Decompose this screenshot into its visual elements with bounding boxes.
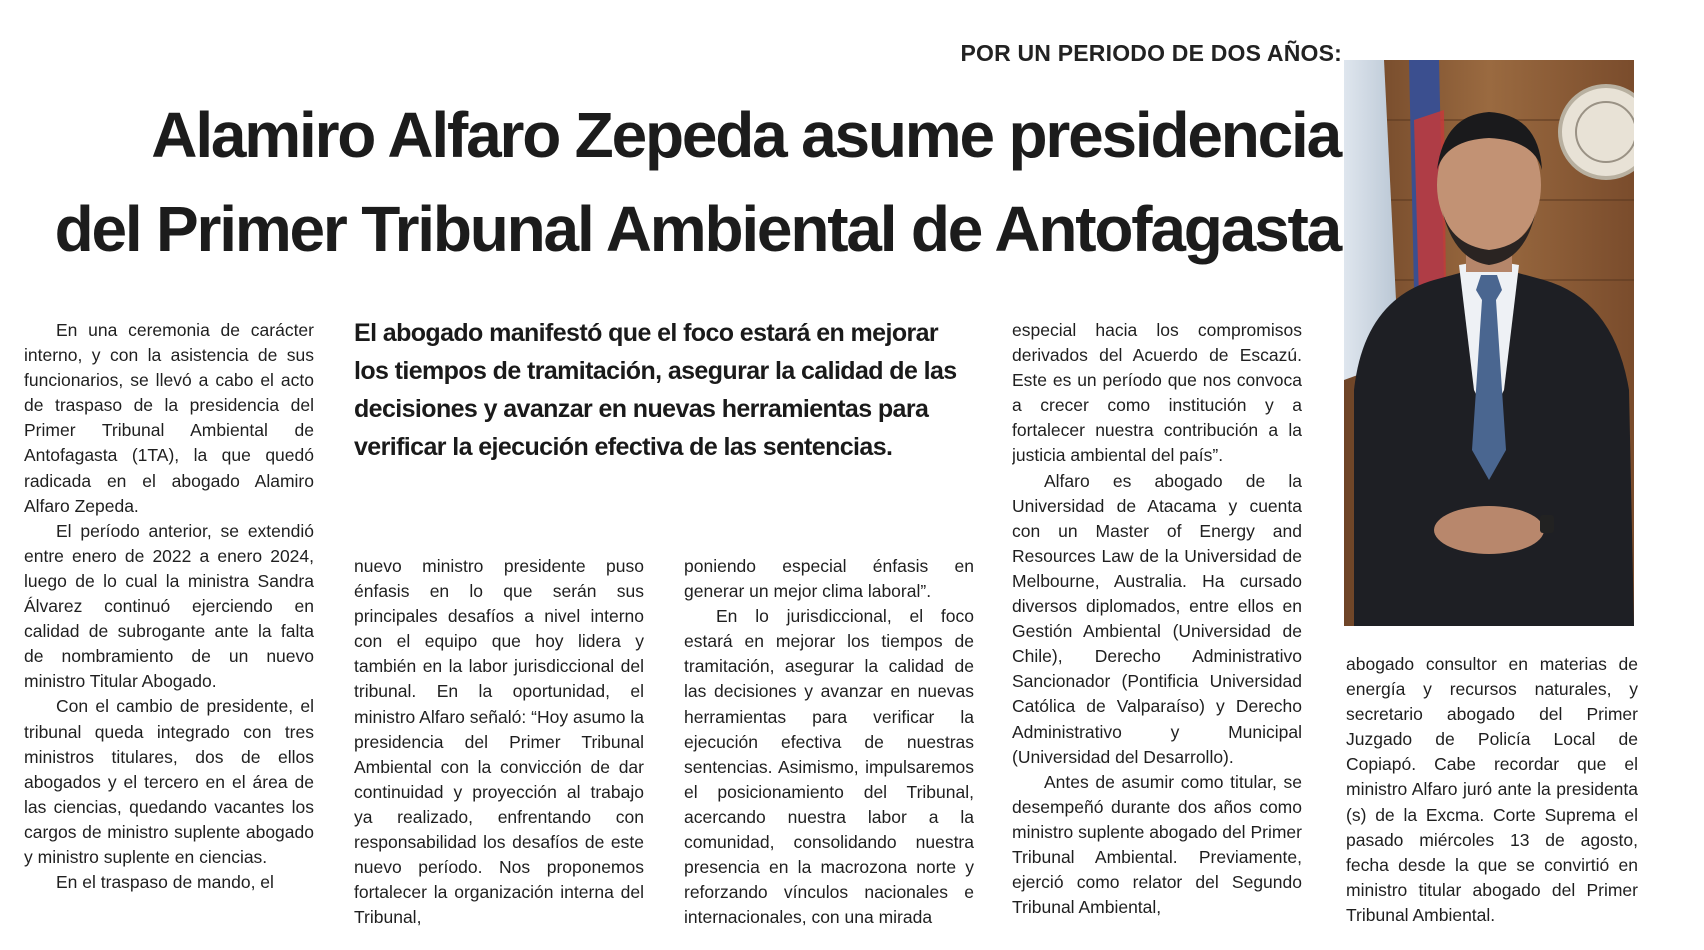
paragraph: Con el cambio de presidente, el tribunal queda integrado con tres ministros titulares, dos de ellos abogados y el tercero en el área de las ciencias, quedando vacantes los cargos de ministro suplente abogado y ministro suplente en ciencias. [24, 696, 314, 867]
paragraph: El período anterior, se extendió entre enero de 2022 a enero 2024, luego de lo cual la ministra Sandra Álvarez continuó ejerciendo en calidad de subrogante ante la falta de nombramiento de un nuevo ministro Titular Abogado. [24, 520, 314, 692]
paragraph: nuevo ministro presidente puso énfasis en lo que serán sus principales desafíos a nivel interno con el equipo que hoy lidera y también en la labor jurisdiccional del tribunal. En la oportunidad, el ministro Alfaro señaló: “Hoy asumo la presidencia del Primer Tribunal Ambiental con la convicción de dar continuidad y proyección al trabajo ya realizado, enfrentando con responsabilidad los desafíos de este nuevo período. Nos proponemos fortalecer la organización interna del Tribunal, [354, 556, 644, 928]
headline-line-1: Alamiro Alfaro Zepeda asume presidencia [151, 99, 1340, 171]
column-4 [1012, 318, 1302, 930]
column-3 [684, 554, 974, 930]
deck: El abogado manifestó que el foco estará en mejorar los tiempos de tramitación, asegurar la calidad de las decisiones y avanzar en nuevas herramientas para verificar la ejecución efectiva de las sentencias. [354, 319, 957, 461]
kicker: POR UN PERIODO DE DOS AÑOS: [960, 40, 1342, 66]
paragraph: En el traspaso de mando, el [56, 872, 274, 893]
portrait-photo [1344, 60, 1634, 626]
column-1 [24, 318, 314, 930]
paragraph: especial hacia los compromisos derivados del Acuerdo de Escazú. Este es un período que nos convoca a crecer como institución y a fortalecer nuestra contribución a la justicia ambiental del país”. [1012, 320, 1302, 466]
headline-line-2: del Primer Tribunal Ambiental de Antofagasta [54, 193, 1340, 265]
paragraph: En lo jurisdiccional, el foco estará en mejorar los tiempos de tramitación, asegurar la calidad de las decisiones y avanzar en nuevas herramientas para verificar la ejecución efectiva de nuestras sentencias. Asimismo, impulsaremos el posicionamiento del Tribunal, acercando nuestra labor a la comunidad, consolidando nuestra presencia en la macrozona norte y reforzando vínculos nacionales e internacionales, con una mirada [684, 606, 974, 928]
portrait-illustration [1344, 60, 1634, 626]
column-2 [354, 554, 644, 930]
paragraph: En una ceremonia de carácter interno, y con la asistencia de sus funcionarios, se llevó a cabo el acto de traspaso de la presidencia del Primer Tribunal Ambiental de Antofagasta (1TA), la que quedó radicada en el abogado Alamiro Alfaro Zepeda. [24, 320, 314, 516]
column-5 [1346, 652, 1638, 932]
seal-icon [1560, 86, 1634, 178]
headline [40, 88, 1340, 276]
paragraph: abogado consultor en materias de energía y recursos naturales, y secretario abogado del Primer Juzgado de Policía Local de Copiapó. Cabe recordar que el ministro Alfaro juró ante la presidenta (s) de la Excma. Corte Suprema el pasado miércoles 13 de agosto, fecha desde la que se convirtió en ministro titular abogado del Primer Tribunal Ambiental. [1346, 654, 1638, 925]
paragraph: Alfaro es abogado de la Universidad de Atacama y cuenta con un Master of Energy and Resources Law de la Universidad de Melbourne, Australia. Ha cursado diversos diplomados, entre ellos en Gestión Ambiental (Universidad de Chile), Derecho Administrativo Sancionador (Pontificia Universidad Católica de Valparaíso) y Derecho Administrativo y Municipal (Universidad del Desarrollo). [1012, 470, 1302, 767]
paragraph: Antes de asumir como titular, se desempeñó durante dos años como ministro suplente abogado del Primer Tribunal Ambiental. Previamente, ejerció como relator del Segundo Tribunal Ambiental, [1012, 771, 1302, 918]
paragraph: poniendo especial énfasis en generar un mejor clima laboral”. [684, 556, 974, 602]
